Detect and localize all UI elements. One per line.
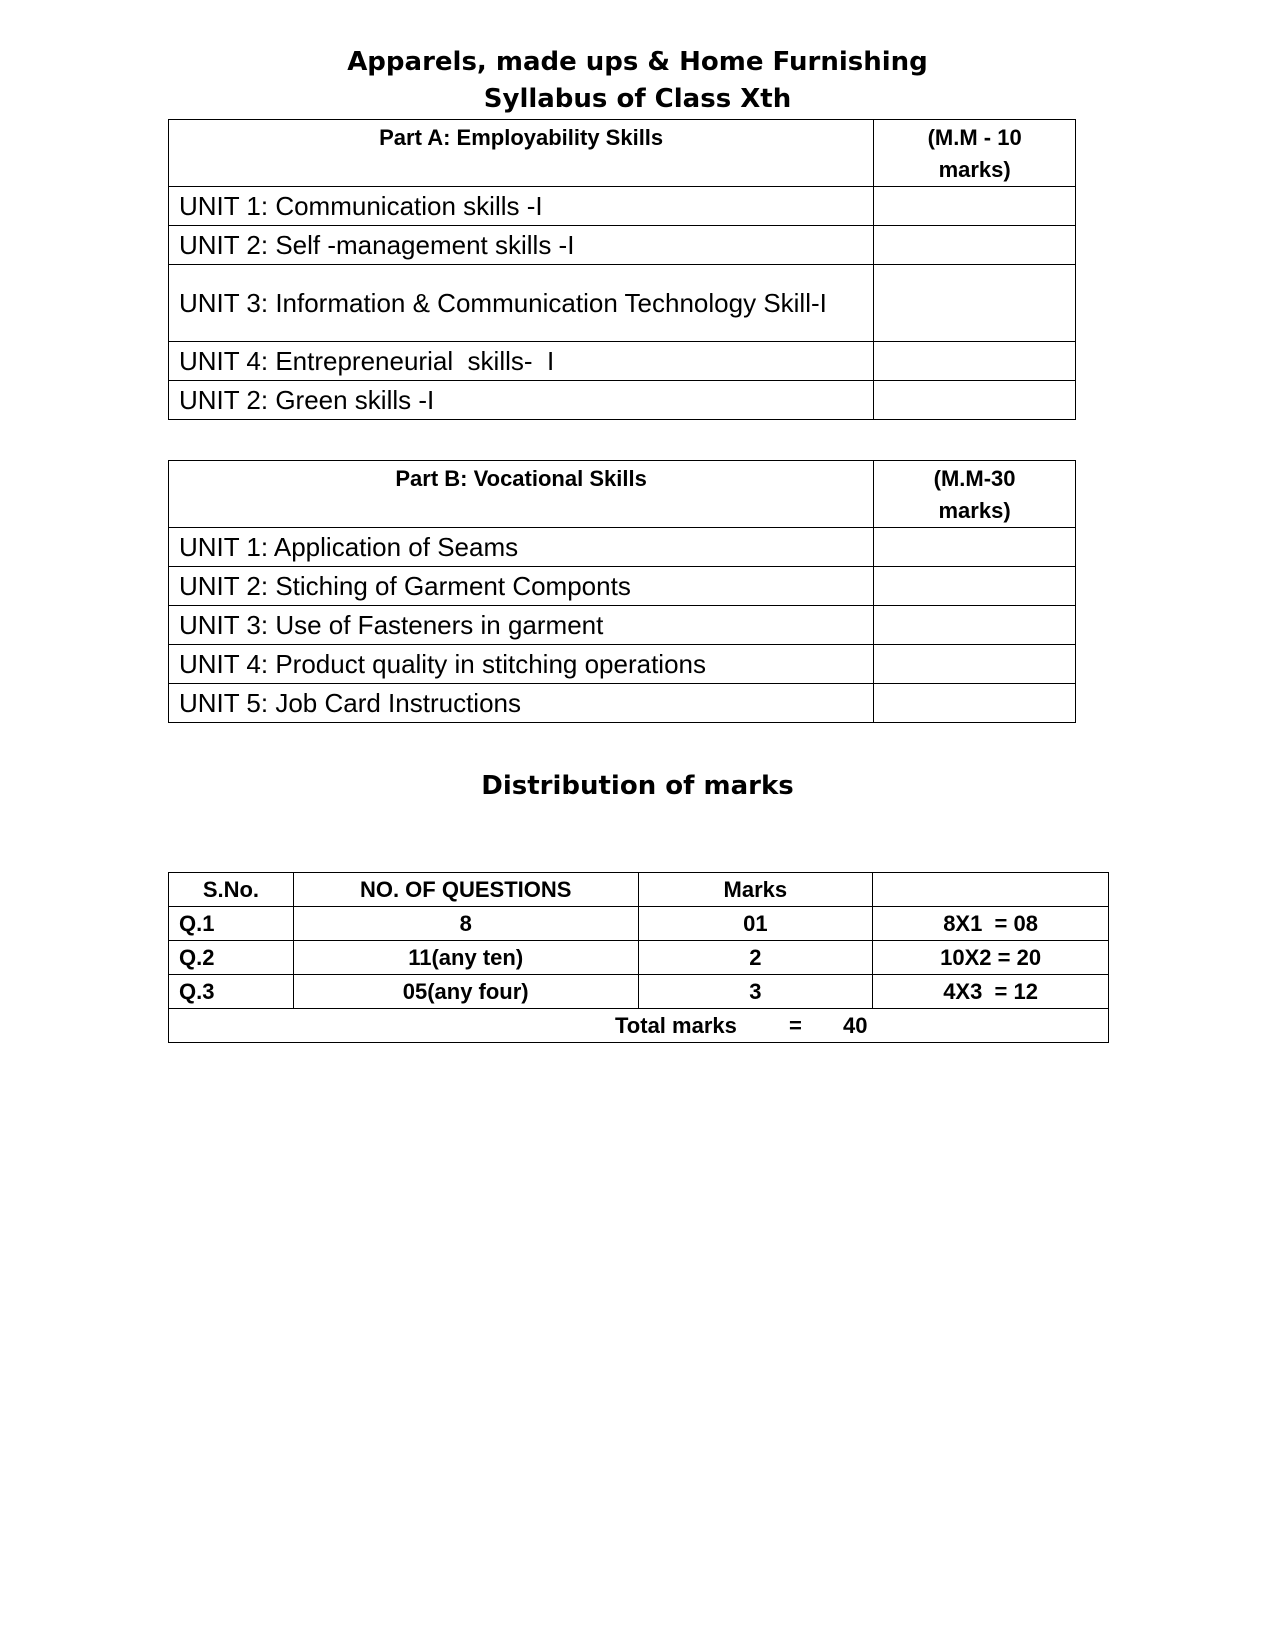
marks-cell [874, 381, 1076, 420]
table-row [169, 226, 1076, 265]
table-row [169, 684, 1076, 723]
marks-header-row [169, 873, 1109, 907]
marks-cell [874, 684, 1076, 723]
marks-cell: 3 [638, 975, 873, 1009]
part-b-table [168, 460, 1076, 723]
table-row [169, 567, 1076, 606]
table-row [169, 187, 1076, 226]
table-row [169, 381, 1076, 420]
table-row [169, 907, 1109, 941]
calc-cell: 4X3 = 12 [873, 975, 1109, 1009]
table-row [169, 342, 1076, 381]
part-b-header-row [169, 461, 1076, 528]
total-cell [169, 1009, 1109, 1043]
part-a-heading: Part A: Employability Skills [169, 120, 874, 187]
table-row [169, 645, 1076, 684]
part-a-unit-2: UNIT 2: Self -management skills -I [169, 226, 874, 265]
total-row [169, 1009, 1109, 1043]
marks-cell: 2 [638, 941, 873, 975]
total-equals: = [789, 1013, 802, 1038]
part-b-unit-4: UNIT 4: Product quality in stitching operations [169, 645, 874, 684]
marks-cell [874, 226, 1076, 265]
sno-cell: Q.2 [169, 941, 294, 975]
col-header-marks: Marks [638, 873, 873, 907]
sno-cell: Q.3 [169, 975, 294, 1009]
part-b-unit-3: UNIT 3: Use of Fasteners in garment [169, 606, 874, 645]
part-a-table [168, 119, 1076, 420]
part-a-max-marks-line2: marks) [938, 157, 1011, 182]
table-row [169, 528, 1076, 567]
marks-cell [874, 567, 1076, 606]
table-row [169, 265, 1076, 342]
marks-distribution-table [168, 872, 1109, 1043]
part-a-unit-4: UNIT 4: Entrepreneurial skills- I [169, 342, 874, 381]
col-header-calc [873, 873, 1109, 907]
col-header-sno: S.No. [169, 873, 294, 907]
table-row [169, 941, 1109, 975]
document-title: Apparels, made ups & Home Furnishing [347, 47, 928, 77]
sno-cell: Q.1 [169, 907, 294, 941]
calc-cell: 8X1 = 08 [873, 907, 1109, 941]
questions-cell: 8 [293, 907, 638, 941]
part-b-heading: Part B: Vocational Skills [169, 461, 874, 528]
total-value: 40 [843, 1013, 868, 1038]
part-b-unit-1: UNIT 1: Application of Seams [169, 528, 874, 567]
marks-cell: 01 [638, 907, 873, 941]
document-subtitle: Syllabus of Class Xth [483, 84, 792, 114]
part-b-unit-5: UNIT 5: Job Card Instructions [169, 684, 874, 723]
part-b-max-marks-line2: marks) [938, 498, 1011, 523]
part-b-max-marks [874, 461, 1076, 528]
part-a-unit-5: UNIT 2: Green skills -I [169, 381, 874, 420]
table-row [169, 606, 1076, 645]
part-a-max-marks-line1: (M.M - 10 [927, 125, 1022, 150]
questions-cell: 11(any ten) [293, 941, 638, 975]
distribution-heading: Distribution of marks [481, 771, 794, 801]
total-label: Total marks [615, 1013, 737, 1038]
part-a-header-row [169, 120, 1076, 187]
marks-cell [874, 342, 1076, 381]
part-a-max-marks [874, 120, 1076, 187]
marks-cell [874, 265, 1076, 342]
marks-cell [874, 528, 1076, 567]
marks-cell [874, 606, 1076, 645]
calc-cell: 10X2 = 20 [873, 941, 1109, 975]
part-b-max-marks-line1: (M.M-30 [933, 466, 1016, 491]
part-a-unit-3: UNIT 3: Information & Communication Technology Skill-I [169, 265, 874, 342]
marks-cell [874, 187, 1076, 226]
table-row [169, 975, 1109, 1009]
col-header-questions: NO. OF QUESTIONS [293, 873, 638, 907]
marks-cell [874, 645, 1076, 684]
part-a-unit-1: UNIT 1: Communication skills -I [169, 187, 874, 226]
questions-cell: 05(any four) [293, 975, 638, 1009]
part-b-unit-2: UNIT 2: Stiching of Garment Componts [169, 567, 874, 606]
